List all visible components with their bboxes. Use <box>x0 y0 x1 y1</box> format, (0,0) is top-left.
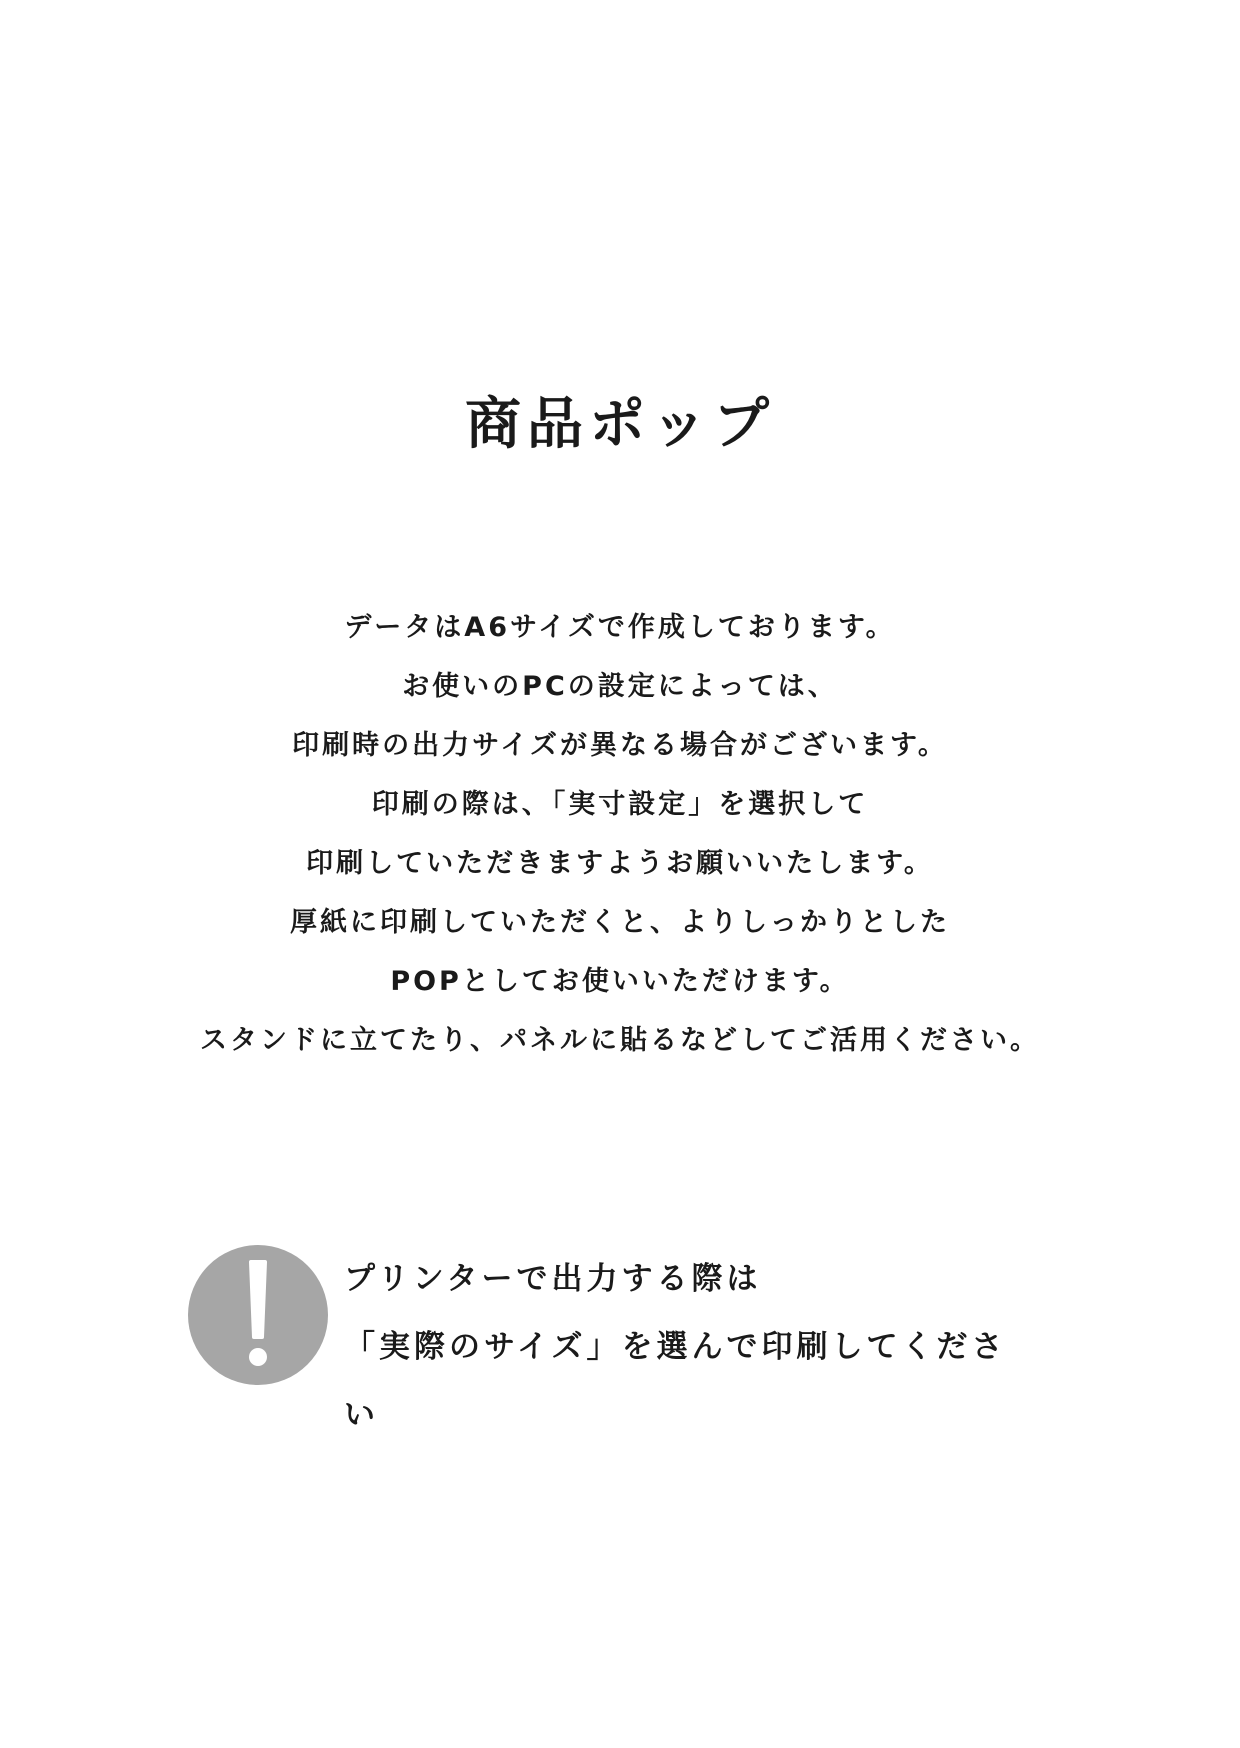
description-line: 厚紙に印刷していただくと、よりしっかりとした <box>290 907 950 938</box>
description-line: 印刷の際は、「実寸設定」を選択して <box>371 789 869 820</box>
print-notice <box>188 1245 1198 1445</box>
exclamation-icon-dot <box>249 1348 267 1366</box>
description-line: データはA6サイズで作成しております。 <box>344 612 896 643</box>
description-line: POPとしてお使いいただけます。 <box>390 966 850 997</box>
description-line: 印刷していただきますようお願いいたします。 <box>306 848 934 879</box>
description-line: 印刷時の出力サイズが異なる場合がございます。 <box>292 730 948 761</box>
notice-text <box>344 1245 1204 1449</box>
description-line: お使いのPCの設定によっては、 <box>402 671 838 702</box>
page-title: 商品ポップ <box>465 391 775 457</box>
exclamation-icon <box>188 1245 328 1385</box>
description-block <box>0 598 1240 1070</box>
exclamation-icon-bar <box>251 1262 265 1337</box>
notice-line: い <box>344 1397 379 1433</box>
notice-line: 「実際のサイズ」を選んで印刷してくださ <box>344 1329 1007 1365</box>
description-line: スタンドに立てたり、パネルに貼るなどしてご活用ください。 <box>200 1025 1040 1056</box>
notice-line: プリンターで出力する際は <box>344 1261 762 1297</box>
